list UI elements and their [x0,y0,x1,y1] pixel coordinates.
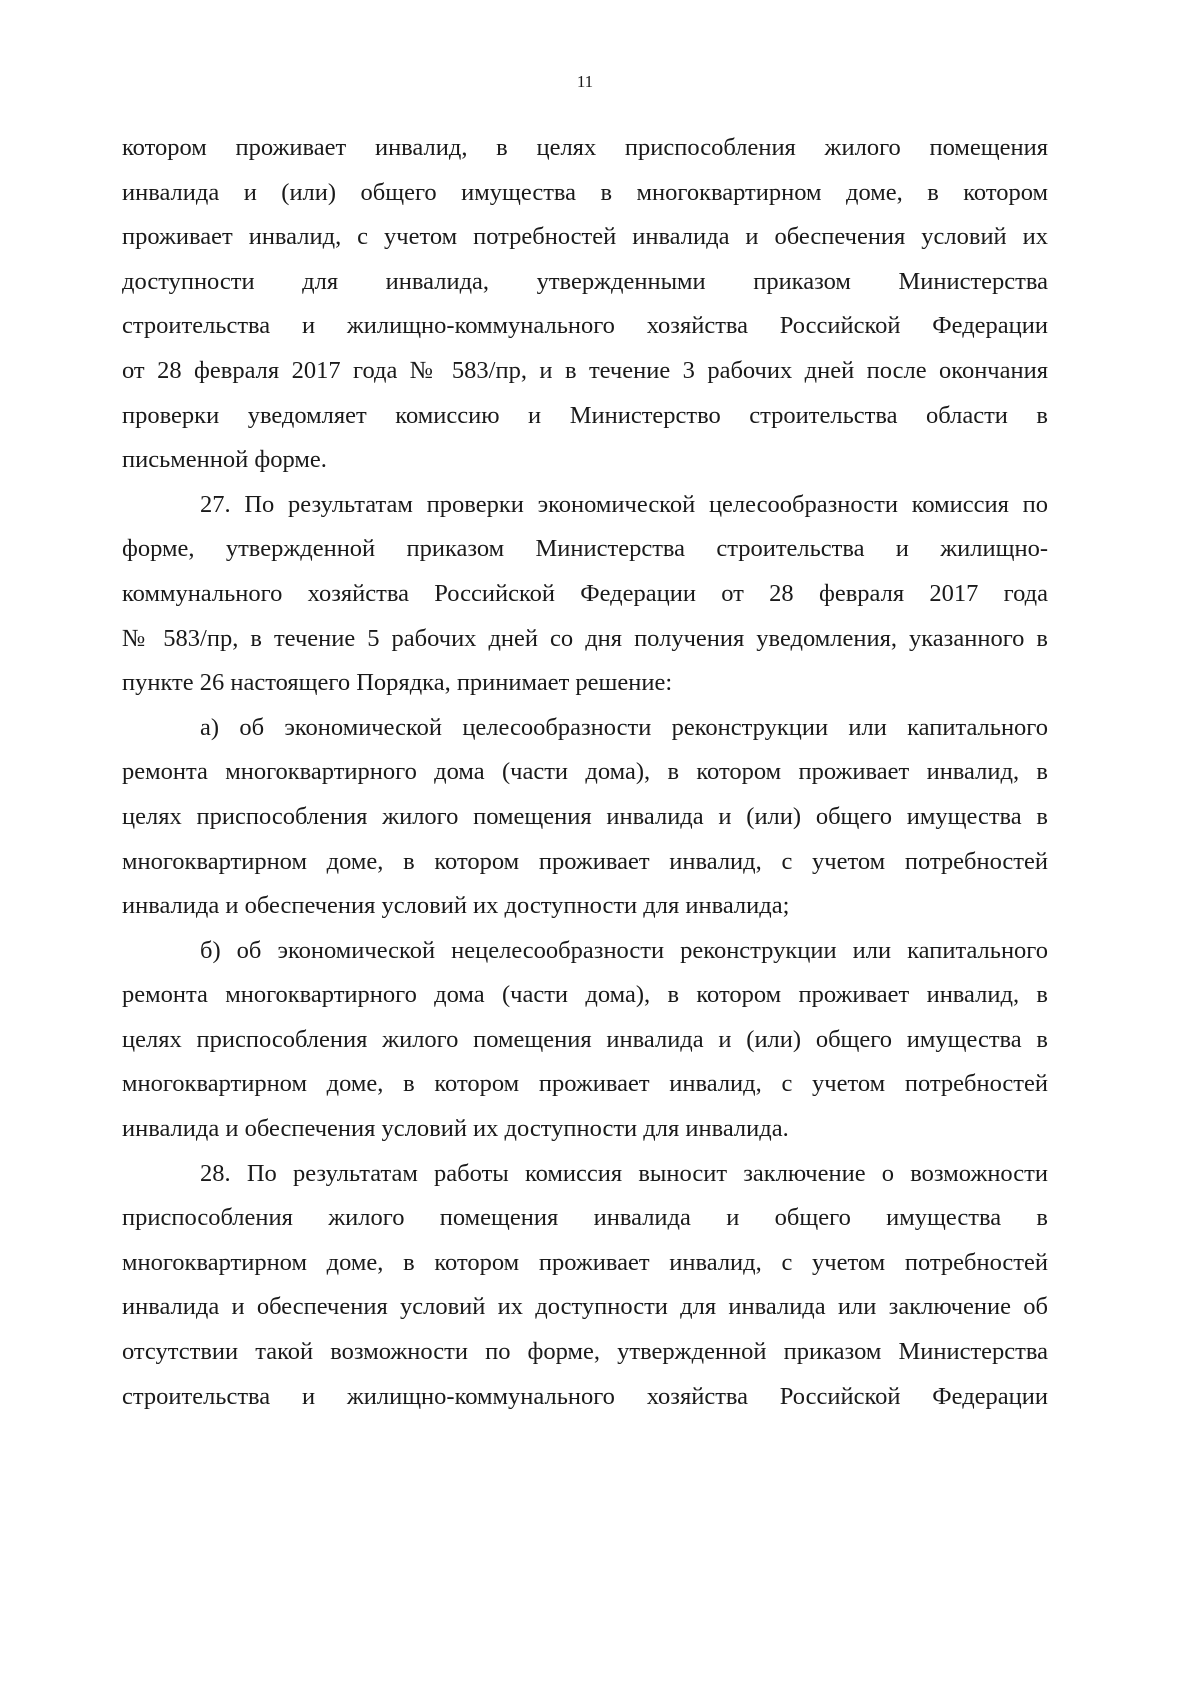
text-line: инвалида и обеспечения условий их доступности для инвалида или заключение об [122,1293,1048,1321]
text-line: приспособления жилого помещения инвалида и общего имущества в [122,1204,1048,1232]
text-line: целях приспособления жилого помещения инвалида и (или) общего имущества в [122,1025,1048,1053]
text-line: форме, утвержденной приказом Министерства строительства и жилищно- [122,535,1048,563]
text-line: б) об экономической нецелесообразности реконструкции или капитального [200,936,1048,964]
text-line: строительства и жилищно-коммунального хозяйства Российской Федерации [122,1382,1048,1410]
text-line: многоквартирном доме, в котором проживает инвалид, с учетом потребностей [122,1248,1048,1276]
text-line: многоквартирном доме, в котором проживает инвалид, с учетом потребностей [122,847,1048,875]
text-line: от 28 февраля 2017 года № 583/пр, и в течение 3 рабочих дней после окончания [122,356,1048,384]
text-line: коммунального хозяйства Российской Федерации от 28 февраля 2017 года [122,579,1048,607]
text-line: доступности для инвалида, утвержденными приказом Министерства [122,267,1048,295]
text-line: строительства и жилищно-коммунального хозяйства Российской Федерации [122,312,1048,340]
text-line: отсутствии такой возможности по форме, утвержденной приказом Министерства [122,1338,1048,1366]
text-line: котором проживает инвалид, в целях приспособления жилого помещения [122,134,1048,161]
text-line: 27. По результатам проверки экономической целесообразности комиссия по [200,490,1048,518]
text-line: № 583/пр, в течение 5 рабочих дней со дня получения уведомления, указанного в [122,624,1048,652]
document-body [122,126,1048,1419]
text-line: 28. По результатам работы комиссия выносит заключение о возможности [200,1159,1048,1187]
text-line: ремонта многоквартирного дома (части дома), в котором проживает инвалид, в [122,981,1048,1009]
text-line: пункте 26 настоящего Порядка, принимает решение: [122,669,673,697]
text-line: инвалида и (или) общего имущества в многоквартирном доме, в котором [122,178,1048,206]
text-line: целях приспособления жилого помещения инвалида и (или) общего имущества в [122,802,1048,830]
text-line: а) об экономической целесообразности реконструкции или капитального [200,713,1048,741]
text-line: инвалида и обеспечения условий их доступности для инвалида; [122,892,790,920]
page-number: 11 [576,72,594,91]
text-line: проверки уведомляет комиссию и Министерство строительства области в [122,401,1048,429]
text-line: проживает инвалид, с учетом потребностей инвалида и обеспечения условий их [122,223,1048,251]
text-line: письменной форме. [122,446,327,474]
text-line: инвалида и обеспечения условий их доступности для инвалида. [122,1115,789,1143]
text-line: ремонта многоквартирного дома (части дома), в котором проживает инвалид, в [122,758,1048,786]
text-line: многоквартирном доме, в котором проживает инвалид, с учетом потребностей [122,1070,1048,1098]
